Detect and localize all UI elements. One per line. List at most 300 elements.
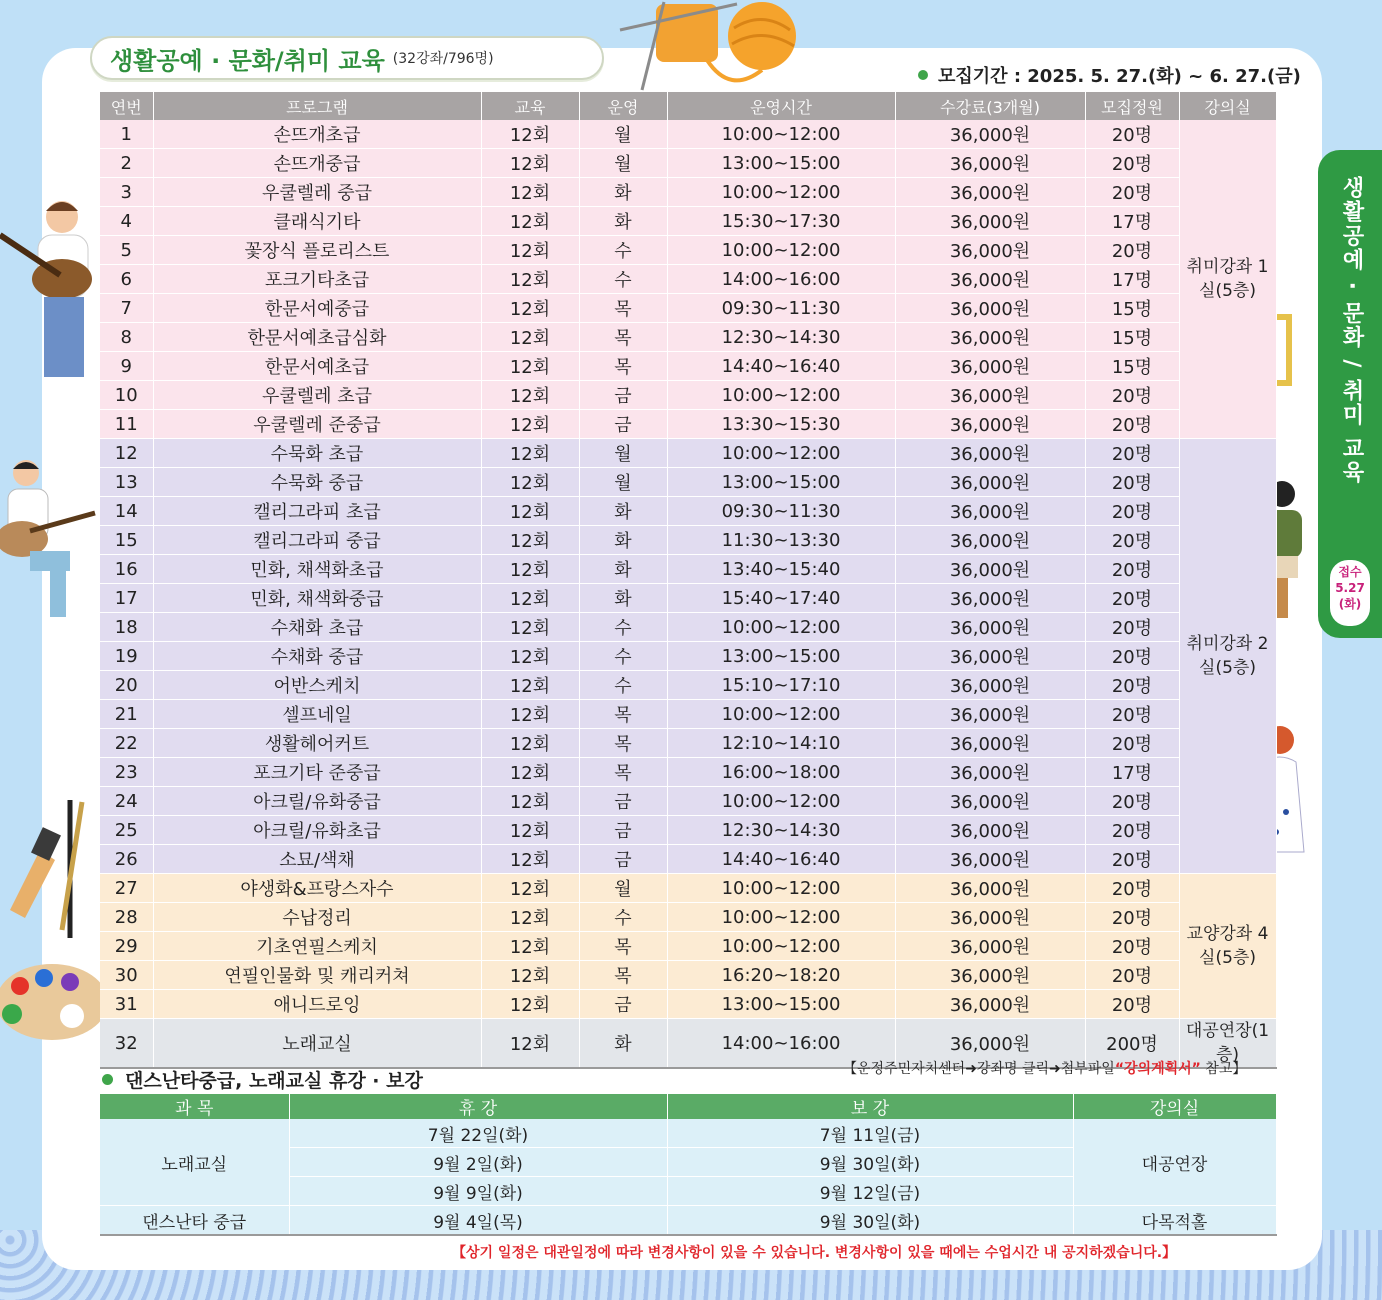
day: 화 [579, 207, 667, 236]
day: 금 [579, 381, 667, 410]
sessions: 12회 [481, 903, 579, 932]
day: 금 [579, 816, 667, 845]
makeup-date: 9월 30일(화) [667, 1206, 1073, 1236]
sessions: 12회 [481, 874, 579, 903]
cancel-date: 9월 4일(목) [289, 1206, 667, 1236]
capacity: 20명 [1085, 671, 1179, 700]
day: 화 [579, 178, 667, 207]
cancel-date: 7월 22일(화) [289, 1119, 667, 1148]
day: 목 [579, 961, 667, 990]
time: 13:30~15:30 [667, 410, 895, 439]
sessions: 12회 [481, 323, 579, 352]
header-subject: 과 목 [100, 1094, 289, 1119]
capacity: 20명 [1085, 845, 1179, 874]
table-row [100, 700, 1276, 729]
day: 금 [579, 990, 667, 1019]
program-name: 캘리그라피 중급 [153, 526, 481, 555]
row-number: 5 [100, 236, 153, 265]
day: 화 [579, 555, 667, 584]
table-row [100, 294, 1276, 323]
row-number: 4 [100, 207, 153, 236]
row-number: 14 [100, 497, 153, 526]
sessions: 12회 [481, 555, 579, 584]
knitting-icon [612, 0, 802, 92]
row-number: 9 [100, 352, 153, 381]
schedule-header-row [100, 1094, 1276, 1119]
program-name: 소묘/색채 [153, 845, 481, 874]
section-subtitle: (32강좌/796명) [392, 51, 494, 67]
row-number: 1 [100, 120, 153, 149]
program-name: 포크기타초급 [153, 265, 481, 294]
table-row [100, 758, 1276, 787]
capacity: 17명 [1085, 207, 1179, 236]
row-number: 11 [100, 410, 153, 439]
table-row [100, 236, 1276, 265]
makeup-date: 9월 12일(금) [667, 1177, 1073, 1206]
row-number: 2 [100, 149, 153, 178]
row-number: 30 [100, 961, 153, 990]
header-program: 프로그램 [153, 92, 481, 120]
fee: 36,000원 [895, 758, 1085, 787]
capacity: 20명 [1085, 642, 1179, 671]
row-number: 6 [100, 265, 153, 294]
header-time: 운영시간 [667, 92, 895, 120]
room-cell: 취미강좌 2실(5층) [1179, 439, 1276, 874]
time: 09:30~11:30 [667, 497, 895, 526]
sessions: 12회 [481, 845, 579, 874]
fee: 36,000원 [895, 1019, 1085, 1069]
program-name: 한문서예중급 [153, 294, 481, 323]
day: 목 [579, 294, 667, 323]
capacity: 20명 [1085, 555, 1179, 584]
sessions: 12회 [481, 149, 579, 178]
room-cell: 대공연장 [1073, 1119, 1276, 1206]
reception-badge: 접수 5.27 (화) [1330, 560, 1370, 626]
day: 화 [579, 1019, 667, 1069]
day: 월 [579, 468, 667, 497]
capacity: 20명 [1085, 729, 1179, 758]
makeup-schedule-table [100, 1094, 1277, 1236]
day: 수 [579, 613, 667, 642]
row-number: 19 [100, 642, 153, 671]
table-row [100, 265, 1276, 294]
palette-icon [0, 958, 110, 1048]
table-header-row [100, 92, 1276, 120]
time: 09:30~11:30 [667, 294, 895, 323]
table-row [100, 410, 1276, 439]
day: 목 [579, 352, 667, 381]
sessions: 12회 [481, 758, 579, 787]
row-number: 17 [100, 584, 153, 613]
time: 12:30~14:30 [667, 816, 895, 845]
fee: 36,000원 [895, 265, 1085, 294]
time: 10:00~12:00 [667, 120, 895, 149]
day: 수 [579, 903, 667, 932]
row-number: 7 [100, 294, 153, 323]
program-name: 캘리그라피 초급 [153, 497, 481, 526]
table-row [100, 874, 1276, 903]
program-name: 수납정리 [153, 903, 481, 932]
sessions: 12회 [481, 497, 579, 526]
header-no: 연번 [100, 92, 153, 120]
capacity: 20명 [1085, 584, 1179, 613]
time: 14:00~16:00 [667, 265, 895, 294]
time: 10:00~12:00 [667, 787, 895, 816]
program-name: 포크기타 준중급 [153, 758, 481, 787]
table-row [100, 845, 1276, 874]
program-name: 기초연필스케치 [153, 932, 481, 961]
program-name: 수묵화 중급 [153, 468, 481, 497]
row-number: 25 [100, 816, 153, 845]
table-row [100, 381, 1276, 410]
table-row [100, 642, 1276, 671]
fee: 36,000원 [895, 845, 1085, 874]
makeup-date: 7월 11일(금) [667, 1119, 1073, 1148]
table-row [100, 120, 1276, 149]
fee: 36,000원 [895, 149, 1085, 178]
capacity: 20명 [1085, 700, 1179, 729]
fee: 36,000원 [895, 816, 1085, 845]
program-name: 수채화 초급 [153, 613, 481, 642]
sessions: 12회 [481, 526, 579, 555]
row-number: 15 [100, 526, 153, 555]
sessions: 12회 [481, 178, 579, 207]
capacity: 17명 [1085, 265, 1179, 294]
day: 목 [579, 323, 667, 352]
fee: 36,000원 [895, 990, 1085, 1019]
day: 목 [579, 932, 667, 961]
sessions: 12회 [481, 294, 579, 323]
table-row [100, 932, 1276, 961]
header-cancel: 휴 강 [289, 1094, 667, 1119]
table-row [100, 555, 1276, 584]
table-row [100, 584, 1276, 613]
row-number: 12 [100, 439, 153, 468]
room-cell: 취미강좌 1실(5층) [1179, 120, 1276, 439]
capacity: 20명 [1085, 613, 1179, 642]
row-number: 28 [100, 903, 153, 932]
fee: 36,000원 [895, 961, 1085, 990]
header-fee: 수강료(3개월) [895, 92, 1085, 120]
program-name: 민화, 채색화초급 [153, 555, 481, 584]
program-name: 애니드로잉 [153, 990, 481, 1019]
day: 화 [579, 497, 667, 526]
program-name: 민화, 채색화중급 [153, 584, 481, 613]
day: 월 [579, 149, 667, 178]
fee: 36,000원 [895, 323, 1085, 352]
time: 10:00~12:00 [667, 236, 895, 265]
sessions: 12회 [481, 671, 579, 700]
header-room: 강의실 [1073, 1094, 1276, 1119]
program-name: 클래식기타 [153, 207, 481, 236]
fee: 36,000원 [895, 584, 1085, 613]
capacity: 20명 [1085, 236, 1179, 265]
fee: 36,000원 [895, 613, 1085, 642]
sessions: 12회 [481, 787, 579, 816]
time: 15:10~17:10 [667, 671, 895, 700]
table-row [100, 352, 1276, 381]
header-sessions: 교육 [481, 92, 579, 120]
time: 15:30~17:30 [667, 207, 895, 236]
day: 목 [579, 700, 667, 729]
day: 수 [579, 671, 667, 700]
capacity: 20명 [1085, 816, 1179, 845]
day: 수 [579, 642, 667, 671]
day: 화 [579, 526, 667, 555]
capacity: 20명 [1085, 178, 1179, 207]
fee: 36,000원 [895, 207, 1085, 236]
table-row [100, 903, 1276, 932]
time: 13:00~15:00 [667, 990, 895, 1019]
row-number: 22 [100, 729, 153, 758]
fee: 36,000원 [895, 700, 1085, 729]
recruitment-period-text: 모집기간 : 2025. 5. 27.(화) ~ 6. 27.(금) [938, 66, 1301, 87]
table-row [100, 961, 1276, 990]
day: 금 [579, 845, 667, 874]
fee: 36,000원 [895, 497, 1085, 526]
sessions: 12회 [481, 932, 579, 961]
row-number: 29 [100, 932, 153, 961]
time: 10:00~12:00 [667, 874, 895, 903]
capacity: 20명 [1085, 526, 1179, 555]
table-row [100, 439, 1276, 468]
time: 10:00~12:00 [667, 613, 895, 642]
fee: 36,000원 [895, 236, 1085, 265]
table-row [100, 671, 1276, 700]
subject-cell: 댄스난타 중급 [100, 1206, 289, 1236]
fee: 36,000원 [895, 526, 1085, 555]
day: 목 [579, 729, 667, 758]
bullet-dot-icon [102, 1074, 113, 1085]
fee: 36,000원 [895, 787, 1085, 816]
capacity: 15명 [1085, 352, 1179, 381]
row-number: 8 [100, 323, 153, 352]
capacity: 20명 [1085, 990, 1179, 1019]
row-number: 20 [100, 671, 153, 700]
fee: 36,000원 [895, 381, 1085, 410]
room-cell: 교양강좌 4실(5층) [1179, 874, 1276, 1019]
time: 10:00~12:00 [667, 178, 895, 207]
capacity: 20명 [1085, 497, 1179, 526]
sessions: 12회 [481, 816, 579, 845]
fee: 36,000원 [895, 120, 1085, 149]
table-row [100, 178, 1276, 207]
sessions: 12회 [481, 120, 579, 149]
time: 13:00~15:00 [667, 149, 895, 178]
time: 16:00~18:00 [667, 758, 895, 787]
table-row [100, 1119, 1276, 1148]
sessions: 12회 [481, 265, 579, 294]
sessions: 12회 [481, 236, 579, 265]
section-title: 생활공예 · 문화/취미 교육 [110, 46, 385, 75]
program-name: 아크릴/유화중급 [153, 787, 481, 816]
fee: 36,000원 [895, 294, 1085, 323]
table-row [100, 323, 1276, 352]
program-name: 손뜨개중급 [153, 149, 481, 178]
sessions: 12회 [481, 381, 579, 410]
program-name: 우쿨렐레 중급 [153, 178, 481, 207]
capacity: 20명 [1085, 787, 1179, 816]
program-name: 야생화&프랑스자수 [153, 874, 481, 903]
row-number: 26 [100, 845, 153, 874]
day: 금 [579, 787, 667, 816]
table-row [100, 526, 1276, 555]
time: 14:40~16:40 [667, 352, 895, 381]
program-name: 어반스케치 [153, 671, 481, 700]
row-number: 31 [100, 990, 153, 1019]
time: 12:30~14:30 [667, 323, 895, 352]
program-name: 우쿨렐레 초급 [153, 381, 481, 410]
time: 14:40~16:40 [667, 845, 895, 874]
section-title-pill [90, 36, 604, 80]
time: 13:40~15:40 [667, 555, 895, 584]
sessions: 12회 [481, 352, 579, 381]
program-name: 우쿨렐레 준중급 [153, 410, 481, 439]
sessions: 12회 [481, 1019, 579, 1069]
table-row [100, 816, 1276, 845]
bullet-dot-icon [918, 70, 928, 80]
plan-notice: 【운정주민자치센터➜강좌명 클릭➜첨부파일“강의계획서” 참고】 [843, 1061, 1247, 1077]
program-name: 수묵화 초급 [153, 439, 481, 468]
recruitment-period [918, 62, 1301, 88]
table-row [100, 729, 1276, 758]
header-room: 강의실 [1179, 92, 1276, 120]
table-row [100, 787, 1276, 816]
program-name: 아크릴/유화초급 [153, 816, 481, 845]
time: 10:00~12:00 [667, 700, 895, 729]
capacity: 20명 [1085, 120, 1179, 149]
capacity: 17명 [1085, 758, 1179, 787]
sessions: 12회 [481, 990, 579, 1019]
table-row [100, 207, 1276, 236]
guitar-player-icon [0, 195, 110, 385]
fee: 36,000원 [895, 352, 1085, 381]
sessions: 12회 [481, 729, 579, 758]
program-table [100, 92, 1277, 1069]
cancel-date: 9월 2일(화) [289, 1148, 667, 1177]
table-row [100, 149, 1276, 178]
side-tab-label: 생활공예 · 문화 / 취미 교육 [1339, 176, 1364, 485]
sessions: 12회 [481, 207, 579, 236]
seated-guitar-player-icon [0, 455, 100, 630]
program-name: 노래교실 [153, 1019, 481, 1069]
time: 13:00~15:00 [667, 468, 895, 497]
day: 월 [579, 120, 667, 149]
capacity: 15명 [1085, 294, 1179, 323]
header-day: 운영 [579, 92, 667, 120]
cancel-date: 9월 9일(화) [289, 1177, 667, 1206]
row-number: 32 [100, 1019, 153, 1069]
capacity: 20명 [1085, 961, 1179, 990]
time: 10:00~12:00 [667, 381, 895, 410]
table-row [100, 990, 1276, 1019]
row-number: 18 [100, 613, 153, 642]
program-name: 손뜨개초급 [153, 120, 481, 149]
capacity: 15명 [1085, 323, 1179, 352]
program-name: 꽃장식 플로리스트 [153, 236, 481, 265]
day: 금 [579, 410, 667, 439]
sessions: 12회 [481, 468, 579, 497]
program-name: 한문서예초급 [153, 352, 481, 381]
table-row [100, 1206, 1276, 1236]
capacity: 20명 [1085, 468, 1179, 497]
fee: 36,000원 [895, 874, 1085, 903]
sessions: 12회 [481, 700, 579, 729]
time: 10:00~12:00 [667, 903, 895, 932]
fee: 36,000원 [895, 439, 1085, 468]
sessions: 12회 [481, 642, 579, 671]
row-number: 27 [100, 874, 153, 903]
sessions: 12회 [481, 613, 579, 642]
row-number: 3 [100, 178, 153, 207]
fee: 36,000원 [895, 178, 1085, 207]
program-name: 수채화 중급 [153, 642, 481, 671]
paintbrush-icon [0, 790, 100, 940]
program-name: 연필인물화 및 캐리커쳐 [153, 961, 481, 990]
day: 월 [579, 874, 667, 903]
capacity: 200명 [1085, 1019, 1179, 1069]
day: 월 [579, 439, 667, 468]
side-category-tab[interactable] [1318, 150, 1382, 638]
sessions: 12회 [481, 439, 579, 468]
capacity: 20명 [1085, 149, 1179, 178]
time: 10:00~12:00 [667, 439, 895, 468]
time: 13:00~15:00 [667, 642, 895, 671]
time: 14:00~16:00 [667, 1019, 895, 1069]
capacity: 20명 [1085, 903, 1179, 932]
subject-cell: 노래교실 [100, 1119, 289, 1206]
header-capacity: 모집정원 [1085, 92, 1179, 120]
capacity: 20명 [1085, 874, 1179, 903]
day: 수 [579, 265, 667, 294]
sessions: 12회 [481, 961, 579, 990]
row-number: 13 [100, 468, 153, 497]
row-number: 23 [100, 758, 153, 787]
room-cell: 다목적홀 [1073, 1206, 1276, 1236]
row-number: 21 [100, 700, 153, 729]
schedule-title [102, 1066, 423, 1093]
makeup-date: 9월 30일(화) [667, 1148, 1073, 1177]
room-cell: 대공연장(1층) [1179, 1019, 1276, 1069]
row-number: 10 [100, 381, 153, 410]
fee: 36,000원 [895, 410, 1085, 439]
row-number: 24 [100, 787, 153, 816]
program-name: 한문서예초급심화 [153, 323, 481, 352]
program-name: 생활헤어커트 [153, 729, 481, 758]
table-row [100, 613, 1276, 642]
capacity: 20명 [1085, 932, 1179, 961]
time: 16:20~18:20 [667, 961, 895, 990]
footer-notice: 【상기 일정은 대관일정에 따라 변경사항이 있을 수 있습니다. 변경사항이 있을 때에는 수업시간 내 공지하겠습니다.】 [452, 1245, 1177, 1261]
fee: 36,000원 [895, 932, 1085, 961]
capacity: 20명 [1085, 439, 1179, 468]
time: 12:10~14:10 [667, 729, 895, 758]
time: 15:40~17:40 [667, 584, 895, 613]
fee: 36,000원 [895, 555, 1085, 584]
capacity: 20명 [1085, 410, 1179, 439]
schedule-title-text: 댄스난타중급, 노래교실 휴강 · 보강 [125, 1070, 423, 1092]
fee: 36,000원 [895, 642, 1085, 671]
sessions: 12회 [481, 584, 579, 613]
fee: 36,000원 [895, 903, 1085, 932]
fee: 36,000원 [895, 468, 1085, 497]
capacity: 20명 [1085, 381, 1179, 410]
day: 수 [579, 236, 667, 265]
fee: 36,000원 [895, 729, 1085, 758]
day: 화 [579, 584, 667, 613]
table-row [100, 468, 1276, 497]
program-table-body [100, 120, 1276, 1068]
